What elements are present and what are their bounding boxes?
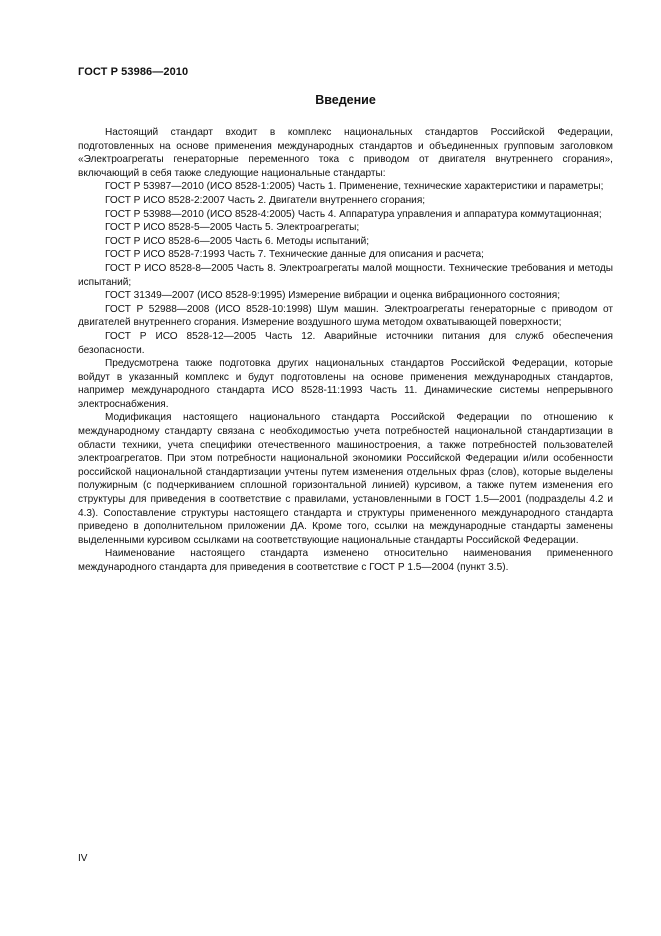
page-number: IV: [78, 853, 88, 864]
paragraph-other-standards: Предусмотрена также подготовка других национальных стандартов Российской Федерации, которые войдут в указанный комплекс и будут подготовлены на основе применения международных стандартов, например международного стандарта ИСО 8528-11:1993 Часть 11. Динамические системы непрерывного электроснабжения.: [78, 358, 613, 410]
standard-item-part9: ГОСТ 31349—2007 (ИСО 8528-9:1995) Измерение вибрации и оценка вибрационного состояния;: [105, 290, 560, 302]
paragraph-modification: Модификация настоящего национального стандарта Российской Федерации по отношению к международному стандарту связана с необходимостью учета потребностей национальной стандартизации в области техники, учета специфики отечественного машиностроения, а также потребностей пользователей электроагрегатов. При этом потребности национальной экономики Российской Федерации и/или особенности российской национальной стандартизации учтены путем изменения отдельных фраз (слов), которые выделены полужирным (с подчеркиванием сплошной горизонтальной линией) курсивом, а также путем изменения его структуры для приведения в соответствие с правилами, установленными в ГОСТ 1.5—2001 (подразделы 4.2 и 4.3). Сопоставление структуры настоящего стандарта и структуры примененного международного стандарта приведено в дополнительном приложении ДА. Кроме того, ссылки на международные стандарты заменены выделенными курсивом ссылками на соответствующие национальные стандарты Российской Федерации.: [78, 412, 613, 546]
paragraph-naming: Наименование настоящего стандарта изменено относительно наименования примененного международного стандарта для приведения в соответствие с ГОСТ Р 1.5—2004 (пункт 3.5).: [78, 548, 613, 573]
document-code: ГОСТ Р 53986—2010: [78, 66, 189, 78]
introduction-body: [78, 126, 613, 575]
standard-item-part5: ГОСТ Р ИСО 8528-5—2005 Часть 5. Электроагрегаты;: [105, 222, 360, 234]
standard-item-part4: ГОСТ Р 53988—2010 (ИСО 8528-4:2005) Часть 4. Аппаратура управления и аппаратура коммутационная;: [105, 208, 602, 220]
standard-item-part8: ГОСТ Р ИСО 8528-8—2005 Часть 8. Электроагрегаты малой мощности. Технические требования и методы испытаний;: [78, 262, 613, 288]
standard-item-part10: ГОСТ Р 52988—2008 (ИСО 8528-10:1998) Шум машин. Электроагрегаты генераторные с приводом от двигателей внутреннего сгорания. Измерение воздушного шума методом охватывающей поверхности;: [78, 303, 613, 329]
section-title: Введение: [315, 93, 376, 107]
standard-item-part2: ГОСТ Р ИСО 8528-2:2007 Часть 2. Двигатели внутреннего сгорания;: [105, 194, 426, 206]
standard-item-part1: ГОСТ Р 53987—2010 (ИСО 8528-1:2005) Часть 1. Применение, технические характеристики и параметры;: [105, 181, 604, 193]
paragraph-intro: Настоящий стандарт входит в комплекс национальных стандартов Российской Федерации, подготовленных на основе применения международных стандартов и объединенных групповым заголовком «Электроагрегаты генераторные переменного тока с приводом от двигателя внутреннего сгорания», включающий в себя также следующие национальные стандарты:: [78, 127, 613, 179]
standard-item-part6: ГОСТ Р ИСО 8528-6—2005 Часть 6. Методы испытаний;: [105, 235, 370, 247]
standard-item-part7: ГОСТ Р ИСО 8528-7:1993 Часть 7. Технические данные для описания и расчета;: [105, 249, 484, 261]
standard-item-part12: ГОСТ Р ИСО 8528-12—2005 Часть 12. Аварийные источники питания для служб обеспечения безопасности.: [78, 330, 613, 356]
